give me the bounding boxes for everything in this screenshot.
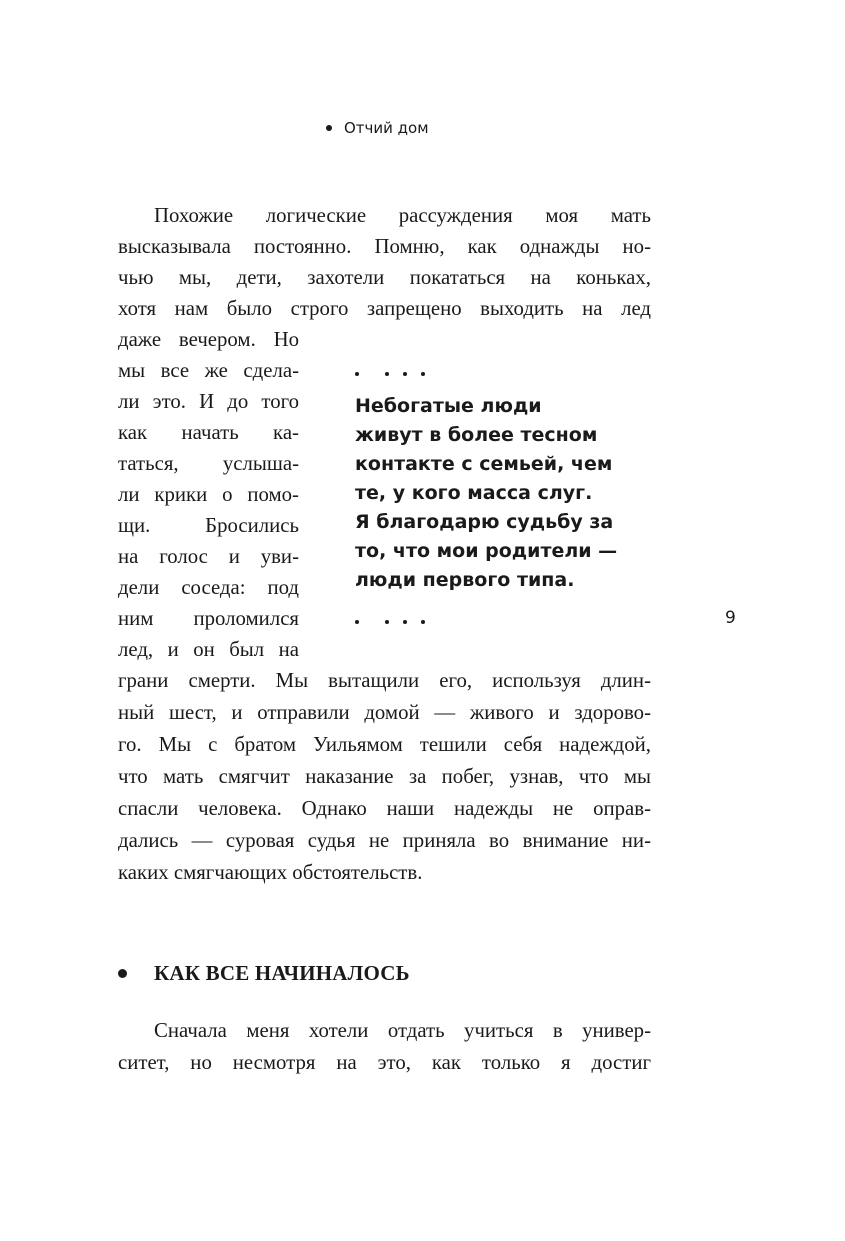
section-heading (118, 957, 410, 989)
bullet-icon (326, 125, 332, 131)
paragraph-line: мы все же сдела- (118, 359, 299, 382)
dot-icon (421, 372, 425, 376)
quote-ornament-bottom (355, 614, 425, 630)
dot-icon (403, 372, 407, 376)
pull-quote-line: Я благодарю судьбу за (355, 511, 614, 533)
paragraph-line: грани смерти. Мы вытащили его, используя длин- (118, 669, 651, 692)
pull-quote-line: живут в более тесном (355, 424, 598, 446)
paragraph-line: таться, услыша- (118, 452, 299, 475)
pull-quote-line: контакте с семьей, чем (355, 453, 613, 475)
paragraph-line: каких смягчающих обстоятельств. (118, 861, 423, 884)
running-title: Отчий дом (344, 119, 429, 137)
dot-icon (385, 620, 389, 624)
pull-quote-line: люди первого типа. (355, 569, 575, 591)
dot-icon (385, 372, 389, 376)
pull-quote-line: Небогатые люди (355, 395, 542, 417)
paragraph-line: Похожие логические рассуждения моя мать (154, 204, 651, 227)
dot-icon (355, 620, 359, 624)
page-number: 9 (725, 608, 736, 628)
paragraph-line: чью мы, дети, захотели покататься на коньках, (118, 266, 651, 289)
bullet-icon (118, 969, 127, 978)
dot-icon (421, 620, 425, 624)
pull-quote (355, 392, 655, 595)
paragraph-line: ситет, но несмотря на это, как только я достиг (118, 1051, 651, 1074)
paragraph-line: высказывала постоянно. Помню, как однажды но- (118, 235, 651, 258)
paragraph-line: щи. Бросились (118, 514, 299, 537)
dot-icon (355, 372, 359, 376)
paragraph-line: хотя нам было строго запрещено выходить на лед (118, 297, 651, 320)
paragraph-line: го. Мы с братом Уильямом тешили себя надеждой, (118, 733, 651, 756)
paragraph-line: спасли человека. Однако наши надежды не оправ- (118, 797, 651, 820)
paragraph-line: дели соседа: под (118, 576, 299, 599)
paragraph-line: лед, и он был на (118, 638, 299, 661)
paragraph-line: дались — суровая судья не приняла во внимание ни- (118, 829, 651, 852)
dot-icon (403, 620, 407, 624)
paragraph-line: ли это. И до того (118, 390, 299, 413)
quote-ornament-top (355, 366, 425, 382)
pull-quote-line: те, у кого масса слуг. (355, 482, 593, 504)
paragraph-line: ный шест, и отправили домой — живого и здорово- (118, 701, 651, 724)
paragraph-line: даже вечером. Но (118, 328, 299, 351)
paragraph-line: Сначала меня хотели отдать учиться в универ- (154, 1019, 651, 1042)
paragraph-line: ли крики о помо- (118, 483, 299, 506)
paragraph-line: ним проломился (118, 607, 299, 630)
section-title: КАК ВСЕ НАЧИНАЛОСЬ (154, 960, 410, 985)
paragraph-line: что мать смягчит наказание за побег, узнав, что мы (118, 765, 651, 788)
pull-quote-line: то, что мои родители — (355, 540, 618, 562)
paragraph-line: как начать ка- (118, 421, 299, 444)
paragraph-line: на голос и уви- (118, 545, 299, 568)
running-header (326, 116, 429, 140)
